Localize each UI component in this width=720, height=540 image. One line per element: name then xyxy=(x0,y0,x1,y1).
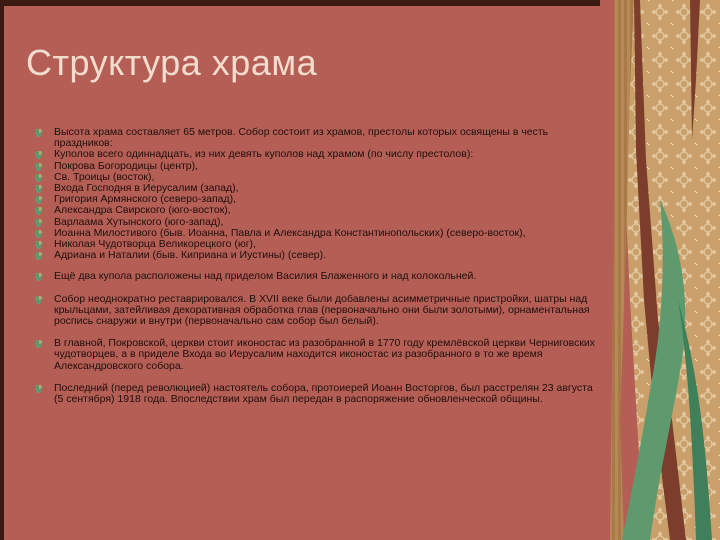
ornament-bullet-icon xyxy=(34,339,44,349)
ornament-bullet-icon xyxy=(34,184,44,194)
bullet-text: Высота храма составляет 65 метров. Собор состоит из храмов, престолы которых освящены в честь праздников: xyxy=(54,126,549,150)
bullet-text: Входа Господня в Иерусалим (запад), xyxy=(54,182,239,195)
bullet-text: Александра Свирского (юго-восток), xyxy=(54,204,231,217)
decorative-side-panel xyxy=(600,0,720,540)
bullet-text: Варлаама Хутынского (юго-запад), xyxy=(54,215,224,228)
ornament-bullet-icon xyxy=(34,272,44,282)
ornament-bullet-icon xyxy=(34,384,44,394)
ornament-bullet-icon xyxy=(34,229,44,239)
slide-title: Структура храма xyxy=(26,42,318,83)
ornament-bullet-icon xyxy=(34,206,44,216)
bullet-text: Григория Армянского (северо-запад), xyxy=(54,193,237,206)
ornament-bullet-icon xyxy=(34,128,44,138)
bullet-text: Ещё два купола расположены над приделом Василия Блаженного и над колокольней. xyxy=(54,270,477,283)
ornament-bullet-icon xyxy=(34,251,44,261)
frame-left-border xyxy=(0,0,4,540)
bullet-text: Собор неоднократно реставрировался. В XVII веке были добавлены асимметричные пристройки, шатры над крыльцами, затейливая декоративная обработка глав (первоначально они были золотыми), орнаментальная роспись снаружи и внутри (первоначально сам собор был белый). xyxy=(54,292,590,328)
bullet-item xyxy=(34,383,600,405)
bullet-text: Адриана и Наталии (быв. Киприана и Иустины) (север). xyxy=(54,249,327,262)
bullet-text: Куполов всего одиннадцать, из них девять куполов над храмом (по числу престолов): xyxy=(54,148,474,161)
bullet-text: Николая Чудотворца Великорецкого (юг), xyxy=(54,238,256,251)
bullet-text: Последний (перед революцией) настоятель собора, протоиерей Иоанн Восторгов, был расстрелян 23 августа (5 сентября) 1918 года. Впоследствии храм был передан в распоряжение обновленческой общины. xyxy=(54,381,593,406)
bullet-item xyxy=(34,338,600,372)
ornament-bullet-icon xyxy=(34,150,44,160)
ornament-bullet-icon xyxy=(34,295,44,305)
ornament-bullet-icon xyxy=(34,162,44,172)
bullet-item xyxy=(34,250,600,261)
slide-body xyxy=(34,127,600,405)
ornament-bullet-icon xyxy=(34,173,44,183)
bullet-text: Св. Троицы (восток), xyxy=(54,170,155,183)
ornament-bullet-icon xyxy=(34,195,44,205)
bullet-item xyxy=(34,294,600,328)
ornament-bullet-icon xyxy=(34,240,44,250)
bullet-text: Покрова Богородицы (центр), xyxy=(54,159,199,172)
bullet-item xyxy=(34,127,600,149)
bullet-item xyxy=(34,271,600,282)
bullet-text: В главной, Покровской, церкви стоит иконостас из разобранной в 1770 году кремлёвской церкви Черниговских чудотворцев, а в приделе Входа во Иерусалим находится иконостас из разобранного в то же время Александровского собора. xyxy=(54,337,596,372)
bullet-text: Иоанна Милостивого (быв. Иоанна, Павла и Александра Константинопольских) (северо-восток), xyxy=(54,226,526,239)
ornament-bullet-icon xyxy=(34,218,44,228)
